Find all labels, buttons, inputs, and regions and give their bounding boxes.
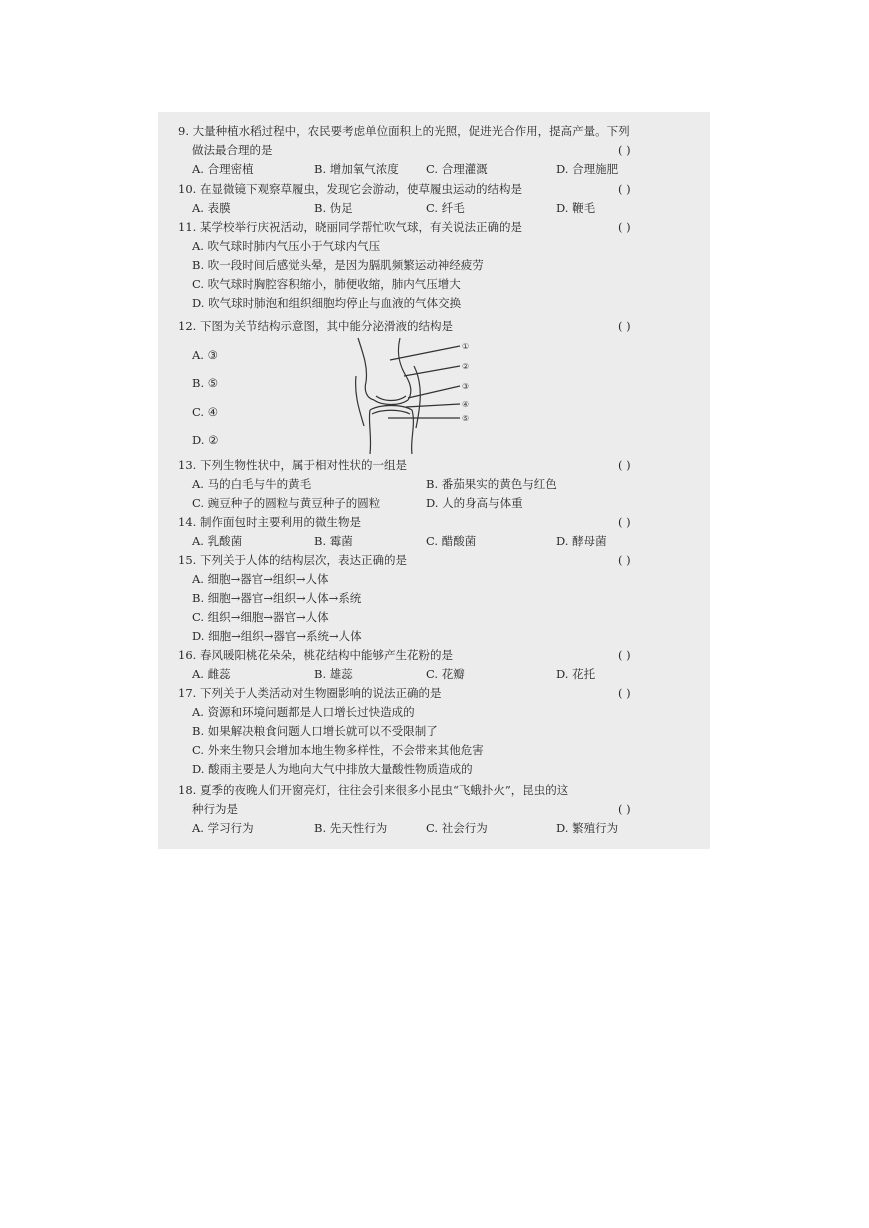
answer-bracket-13[interactable]: ( ) bbox=[618, 458, 631, 472]
q14-option-b[interactable]: B. 霉菌 bbox=[314, 534, 353, 548]
answer-bracket-15[interactable]: ( ) bbox=[618, 553, 631, 567]
q11-option-a[interactable]: A. 吹气球时肺内气压小于气球内气压 bbox=[192, 239, 381, 253]
upper-bone-right-edge bbox=[398, 338, 410, 400]
q15-option-b[interactable]: B. 细胞→器官→组织→人体→系统 bbox=[192, 591, 362, 605]
q17-option-a[interactable]: A. 资源和环境问题都是人口增长过快造成的 bbox=[192, 705, 415, 719]
q17-option-b[interactable]: B. 如果解决粮食问题人口增长就可以不受限制了 bbox=[192, 724, 438, 738]
answer-bracket-18[interactable]: ( ) bbox=[618, 802, 631, 816]
answer-bracket-12[interactable]: ( ) bbox=[618, 319, 631, 333]
diagram-label-3: ③ bbox=[462, 382, 470, 391]
leader-line-1 bbox=[390, 346, 460, 360]
question-10-stem: 10. 在显微镜下观察草履虫，发现它会游动，使草履虫运动的结构是 bbox=[178, 182, 522, 196]
answer-bracket-14[interactable]: ( ) bbox=[618, 515, 631, 529]
q18-option-d[interactable]: D. 繁殖行为 bbox=[556, 821, 619, 835]
q11-option-d[interactable]: D. 吹气球时肺泡和组织细胞均停止与血液的气体交换 bbox=[192, 296, 462, 310]
q10-option-a[interactable]: A. 表膜 bbox=[192, 201, 231, 215]
q15-option-a[interactable]: A. 细胞→器官→组织→人体 bbox=[192, 572, 329, 586]
q13-option-b[interactable]: B. 番茄果实的黄色与红色 bbox=[426, 477, 557, 491]
question-17-stem: 17. 下列关于人类活动对生物圈影响的说法正确的是 bbox=[178, 686, 442, 700]
question-14-stem: 14. 制作面包时主要利用的微生物是 bbox=[178, 515, 361, 529]
q16-option-c[interactable]: C. 花瓣 bbox=[426, 667, 465, 681]
q16-option-b[interactable]: B. 雄蕊 bbox=[314, 667, 353, 681]
q13-option-a[interactable]: A. 马的白毛与牛的黄毛 bbox=[192, 477, 312, 491]
q18-option-c[interactable]: C. 社会行为 bbox=[426, 821, 488, 835]
upper-cartilage bbox=[376, 396, 406, 401]
q9-option-c[interactable]: C. 合理灌溉 bbox=[426, 162, 488, 176]
diagram-label-4: ④ bbox=[462, 400, 470, 409]
question-15-stem: 15. 下列关于人体的结构层次，表达正确的是 bbox=[178, 553, 407, 567]
q11-option-c[interactable]: C. 吹气球时胸腔容积缩小，肺便收缩，肺内气压增大 bbox=[192, 277, 461, 291]
q13-option-c[interactable]: C. 豌豆种子的圆粒与黄豆种子的圆粒 bbox=[192, 496, 381, 510]
q16-option-d[interactable]: D. 花托 bbox=[556, 667, 596, 681]
q10-option-c[interactable]: C. 纤毛 bbox=[426, 201, 465, 215]
lower-bone-left-edge bbox=[369, 410, 370, 454]
q15-option-d[interactable]: D. 细胞→组织→器官→系统→人体 bbox=[192, 629, 362, 643]
q15-option-c[interactable]: C. 组织→细胞→器官→人体 bbox=[192, 610, 329, 624]
q9-option-d[interactable]: D. 合理施肥 bbox=[556, 162, 619, 176]
q14-option-d[interactable]: D. 酵母菌 bbox=[556, 534, 607, 548]
q11-option-b[interactable]: B. 吹一段时间后感觉头晕，是因为膈肌频繁运动神经疲劳 bbox=[192, 258, 484, 272]
q14-option-c[interactable]: C. 醋酸菌 bbox=[426, 534, 477, 548]
q18-option-b[interactable]: B. 先天性行为 bbox=[314, 821, 388, 835]
leader-line-4 bbox=[406, 404, 460, 407]
q10-option-d[interactable]: D. 鞭毛 bbox=[556, 201, 596, 215]
answer-bracket-11[interactable]: ( ) bbox=[618, 220, 631, 234]
answer-bracket-9[interactable]: ( ) bbox=[618, 143, 631, 157]
upper-bone-left-edge bbox=[358, 338, 374, 400]
lower-cartilage bbox=[372, 410, 410, 414]
q10-option-b[interactable]: B. 伪足 bbox=[314, 201, 353, 215]
joint-structure-diagram bbox=[354, 336, 484, 456]
joint-capsule-left bbox=[356, 376, 364, 426]
q12-option-d[interactable]: D. ② bbox=[192, 433, 219, 447]
answer-bracket-16[interactable]: ( ) bbox=[618, 648, 631, 662]
diagram-label-2: ② bbox=[462, 362, 470, 371]
lower-bone-right-edge bbox=[412, 410, 414, 454]
answer-bracket-17[interactable]: ( ) bbox=[618, 686, 631, 700]
question-12-stem: 12. 下图为关节结构示意图，其中能分泌滑液的结构是 bbox=[178, 319, 453, 333]
q12-option-a[interactable]: A. ③ bbox=[192, 348, 218, 362]
question-9-stem: 9. 大量种植水稻过程中，农民要考虑单位面积上的光照，促进光合作用，提高产量。下列 bbox=[178, 124, 630, 138]
q17-option-d[interactable]: D. 酸雨主要是人为地向大气中排放大量酸性物质造成的 bbox=[192, 762, 473, 776]
question-16-stem: 16. 春风暖阳桃花朵朵，桃花结构中能够产生花粉的是 bbox=[178, 648, 453, 662]
q13-option-d[interactable]: D. 人的身高与体重 bbox=[426, 496, 523, 510]
diagram-label-1: ① bbox=[462, 342, 470, 351]
q12-option-c[interactable]: C. ④ bbox=[192, 405, 219, 419]
q16-option-a[interactable]: A. 雌蕊 bbox=[192, 667, 231, 681]
leader-line-2 bbox=[404, 366, 460, 376]
diagram-label-5: ⑤ bbox=[462, 414, 470, 423]
leader-line-3 bbox=[408, 386, 460, 398]
q14-option-a[interactable]: A. 乳酸菌 bbox=[192, 534, 243, 548]
question-13-stem: 13. 下列生物性状中，属于相对性状的一组是 bbox=[178, 458, 407, 472]
question-18-stem: 18. 夏季的夜晚人们开窗亮灯，往往会引来很多小昆虫“飞蛾扑火”，昆虫的这 bbox=[178, 783, 569, 797]
q17-option-c[interactable]: C. 外来生物只会增加本地生物多样性，不会带来其他危害 bbox=[192, 743, 484, 757]
q12-option-b[interactable]: B. ⑤ bbox=[192, 376, 219, 390]
question-11-stem: 11. 某学校举行庆祝活动，晓丽同学帮忙吹气球，有关说法正确的是 bbox=[178, 220, 522, 234]
question-9-stem-continued: 做法最合理的是 bbox=[192, 143, 273, 157]
lower-articular-surface bbox=[370, 406, 412, 411]
q18-option-a[interactable]: A. 学习行为 bbox=[192, 821, 254, 835]
q9-option-a[interactable]: A. 合理密植 bbox=[192, 162, 254, 176]
answer-bracket-10[interactable]: ( ) bbox=[618, 182, 631, 196]
question-18-stem-continued: 种行为是 bbox=[192, 802, 238, 816]
exam-page bbox=[158, 112, 710, 849]
q9-option-b[interactable]: B. 增加氧气浓度 bbox=[314, 162, 399, 176]
